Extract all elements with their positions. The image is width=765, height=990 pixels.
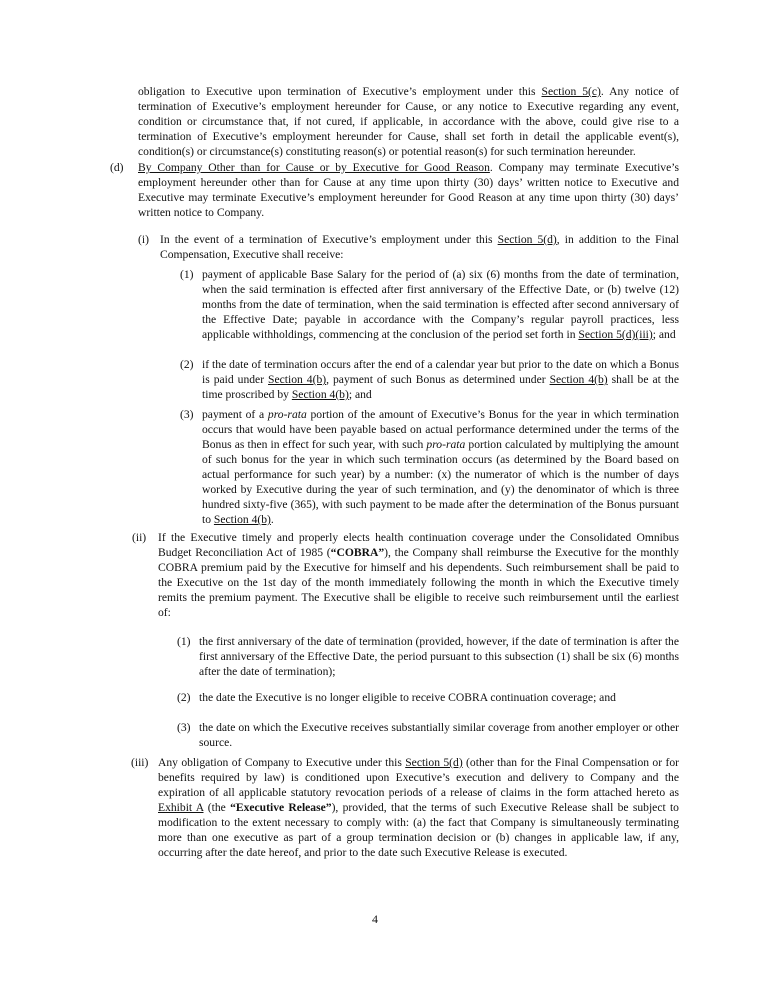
section-reference: Section 4(b) [213, 513, 271, 526]
section-reference: Section 4(b) [268, 373, 327, 386]
section-reference: Section 5(d) [497, 233, 557, 246]
intro-paragraph [138, 84, 679, 159]
item-2-paragraph [202, 357, 679, 402]
item-3-paragraph [202, 407, 679, 527]
item-3-label: (3) [180, 408, 194, 421]
text-run: . Company may terminate Executive’s employment hereunder other than for Cause at any time upon thirty (30) days’ written notice to Executive and Executive may terminate Executive’s employment hereunder for Good Reason at any time upon thirty (30) days’ written notice to Company. [138, 161, 679, 219]
sub-ii-paragraph [158, 530, 679, 620]
text-run: payment of applicable Base Salary for the period of (a) six (6) months from the date of termination, when the said termination is effected after first anniversary of the Effective Date, or (b) twelve (12) months from the date of termination, when the said termination is effected after second anniversary of the Effective Date; payable in accordance with the Company’s regular payroll practices, less applicable withholdings, commencing at the conclusion of the period set forth in [202, 268, 679, 341]
item-1-label: (1) [180, 268, 194, 281]
text-run: Any obligation of Company to Executive under this [158, 756, 406, 769]
text-run: , payment of such Bonus as determined under [326, 373, 550, 386]
text-run: portion of the amount of Executive’s Bonus for the year in which termination occurs that would have been payable based on actual performance determined under the terms of the Bonus as then in effect for such year, with such [202, 408, 680, 451]
section-d-paragraph [138, 160, 679, 220]
exhibit-reference: Exhibit A [158, 801, 204, 814]
section-reference: Section 4(b) [291, 388, 349, 401]
text-run: ; and [652, 328, 676, 341]
text-run: If the Executive timely and properly elects health continuation coverage under the Consolidated Omnibus Budget Reconciliation Act of 1985 ( [158, 531, 679, 559]
section-reference: Section 5(d) [405, 756, 463, 769]
text-run: ; and [348, 388, 372, 401]
text-run: (other than for the Final Compensation or for benefits required by law) is conditioned upon Executive’s execution and delivery to Company and the expiration of all applicable statutory revocation periods of a release of claims in the form attached hereto as [158, 756, 679, 799]
text-run: In the event of a termination of Executive’s employment under this [160, 233, 498, 246]
section-d-heading: By Company Other than for Cause or by Executive for Good Reason [138, 161, 490, 174]
ii-item-3-label: (3) [177, 721, 191, 734]
ii-item-1-label: (1) [177, 635, 191, 648]
sub-iii-paragraph [158, 755, 679, 860]
sub-iii-label: (iii) [131, 756, 149, 769]
section-reference: Section 5(d)(iii) [578, 328, 653, 341]
text-run: obligation to Executive upon termination of Executive’s employment under this [138, 85, 542, 98]
page-number: 4 [372, 912, 378, 926]
text-run: . [270, 513, 274, 526]
text-run: ), provided, that the terms of such Executive Release shall be subject to modification to the extent necessary to comply with: (a) the fact that Company is simultaneously terminating more than one executive as part of a group termination decision or (b) changes in applicable law, if any, occurring after the date hereof, and prior to the date such Executive Release is executed. [158, 801, 679, 859]
sub-i-label: (i) [138, 233, 149, 246]
text-run: ), the Company shall reimburse the Executive for the monthly COBRA premium paid by the Executive for himself and his dependents. Such reimbursement shall be paid to the Executive on the 1st day of the month immediately following the month in which the Executive timely remits the premium payment. The Executive shall be eligible to receive such reimbursement until the earliest of: [158, 546, 679, 619]
text-run: payment of a [202, 408, 268, 421]
item-1-paragraph [202, 267, 679, 342]
defined-term: “COBRA” [330, 546, 385, 559]
text-run: . Any notice of termination of Executive’s employment hereunder for Cause, or any notice to Executive regarding any event, condition or circumstance that, if not cured, if applicable, in accordance with the above, could give rise to a termination of Executive’s employment hereunder for Cause, shall set forth in detail the applicable event(s), condition(s) or circumstance(s) constituting reason(s) or potential reason(s) for such termination hereunder. [138, 85, 680, 158]
text-run: shall be at the time proscribed by [202, 373, 679, 401]
italic-term: pro-rata [267, 408, 307, 421]
ii-item-2-label: (2) [177, 691, 191, 704]
item-2-label: (2) [180, 358, 194, 371]
sub-i-paragraph [160, 232, 679, 262]
section-reference: Section 4(b) [549, 373, 608, 386]
ii-item-3-paragraph: the date on which the Executive receives substantially similar coverage from another employer or other source. [199, 721, 679, 749]
ii-item-1-paragraph: the first anniversary of the date of termination (provided, however, if the date of termination is after the first anniversary of the Effective Date, the period pursuant to this subsection (1) shall be six (6) months after the date of termination); [199, 635, 679, 678]
section-reference: Section 5(c) [541, 85, 601, 98]
text-run: , in addition to the Final Compensation, Executive shall receive: [160, 233, 679, 261]
section-d-label: (d) [110, 161, 124, 174]
text-run: (the [203, 801, 231, 814]
ii-item-2-paragraph: the date the Executive is no longer eligible to receive COBRA continuation coverage; and [199, 691, 616, 704]
text-run: if the date of termination occurs after the end of a calendar year but prior to the date on which a Bonus is paid under [202, 358, 679, 386]
text-run: portion calculated by multiplying the amount of such bonus for the year in which such termination occurs (as determined by the Board based on actual performance for such year) by a number: (x) the numerator of which is the number of days worked by Executive during the year of such termination, and (y) the denominator of which is three hundred sixty-five (365), with such payment to be made after the determination of the Bonus pursuant to [202, 438, 679, 526]
italic-term: pro-rata [426, 438, 466, 451]
sub-ii-label: (ii) [132, 531, 147, 544]
defined-term: “Executive Release” [230, 801, 332, 814]
